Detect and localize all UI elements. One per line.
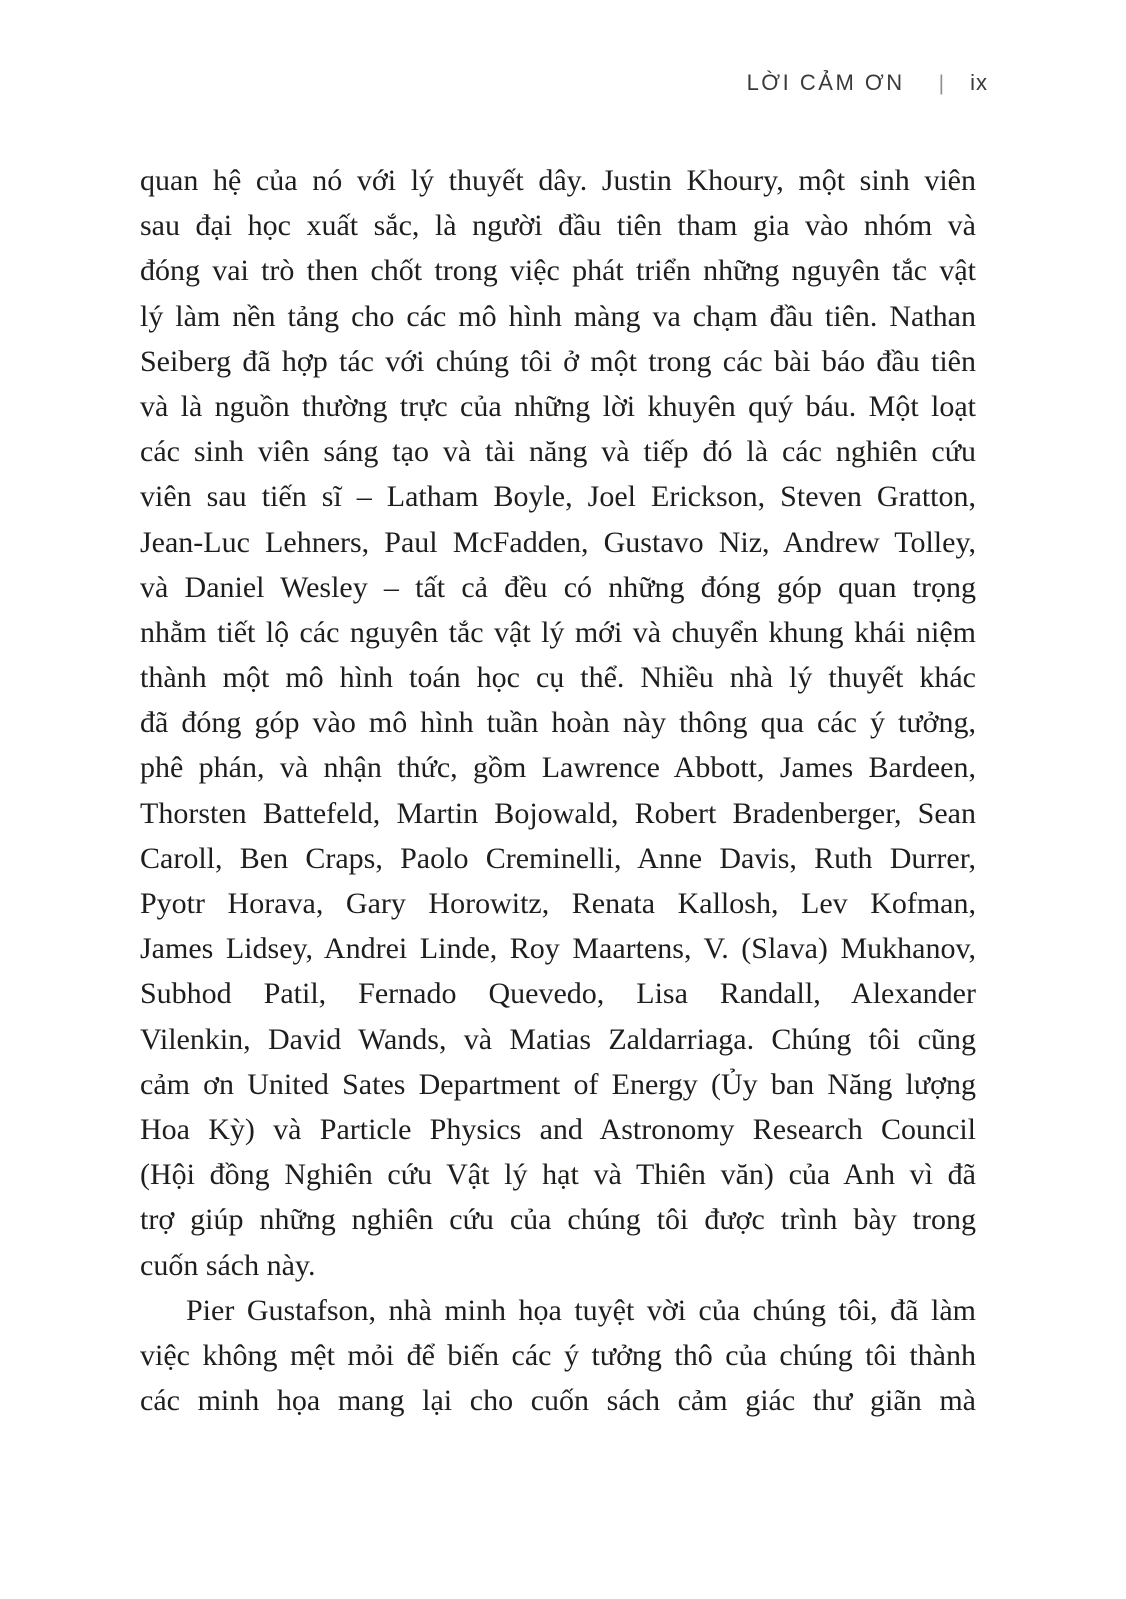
text-line: (Hội đồng Nghiên cứu Vật lý hạt và Thiên văn) của Anh vì đã [140, 1158, 976, 1192]
text-line: sau đại học xuất sắc, là người đầu tiên tham gia vào nhóm và [140, 209, 976, 243]
text-line: và là nguồn thường trực của những lời khuyên quý báu. Một loạt [140, 389, 976, 423]
text-line: Thorsten Battefeld, Martin Bojowald, Robert Bradenberger, Sean [140, 796, 976, 830]
text-line: đã đóng góp vào mô hình tuần hoàn này thông qua các ý tưởng, [140, 706, 976, 740]
header-separator: | [938, 72, 945, 95]
text-line: lý làm nền tảng cho các mô hình màng va chạm đầu tiên. Nathan [140, 299, 976, 333]
text-line: thành một mô hình toán học cụ thể. Nhiều nhà lý thuyết khác [140, 661, 976, 695]
text-line: cuốn sách này. [140, 1248, 316, 1282]
text-line: Jean-Luc Lehners, Paul McFadden, Gustavo Niz, Andrew Tolley, [140, 525, 976, 559]
text-line: và Daniel Wesley – tất cả đều có những đóng góp quan trọng [140, 570, 976, 604]
text-line: quan hệ của nó với lý thuyết dây. Justin Khoury, một sinh viên [140, 164, 976, 197]
text-line: Vilenkin, David Wands, và Matias Zaldarriaga. Chúng tôi cũng [140, 1022, 976, 1056]
text-line: các minh họa mang lại cho cuốn sách cảm giác thư giãn mà [140, 1384, 976, 1418]
text-line: các sinh viên sáng tạo và tài năng và tiếp đó là các nghiên cứu [140, 435, 976, 469]
text-line: cảm ơn United Sates Department of Energy (Ủy ban Năng lượng [140, 1067, 976, 1101]
text-line: Pier Gustafson, nhà minh họa tuyệt vời của chúng tôi, đã làm [186, 1293, 976, 1327]
page-number: ix [970, 70, 988, 95]
text-line: Seiberg đã hợp tác với chúng tôi ở một trong các bài báo đầu tiên [140, 344, 976, 378]
text-line: phê phán, và nhận thức, gồm Lawrence Abbott, James Bardeen, [140, 751, 976, 785]
chapter-title: LỜI CẢM ƠN [746, 70, 905, 95]
text-line: James Lidsey, Andrei Linde, Roy Maartens, V. (Slava) Mukhanov, [140, 932, 976, 966]
text-line: trợ giúp những nghiên cứu của chúng tôi được trình bày trong [140, 1203, 976, 1237]
text-line: việc không mệt mỏi để biến các ý tưởng thô của chúng tôi thành [140, 1338, 976, 1372]
paragraph [140, 158, 976, 1288]
text-line: nhằm tiết lộ các nguyên tắc vật lý mới và chuyển khung khái niệm [140, 615, 976, 649]
text-line: Hoa Kỳ) và Particle Physics and Astronomy Research Council [140, 1112, 976, 1146]
running-header [747, 70, 988, 96]
text-line: Caroll, Ben Craps, Paolo Creminelli, Anne Davis, Ruth Durrer, [140, 841, 976, 875]
text-line: Pyotr Horava, Gary Horowitz, Renata Kallosh, Lev Kofman, [140, 887, 976, 920]
text-line: viên sau tiến sĩ – Latham Boyle, Joel Erickson, Steven Gratton, [140, 480, 976, 514]
body-text [140, 158, 976, 1423]
text-line: đóng vai trò then chốt trong việc phát triển những nguyên tắc vật [140, 254, 976, 288]
text-line: Subhod Patil, Fernado Quevedo, Lisa Randall, Alexander [140, 977, 976, 1011]
paragraph [140, 1288, 976, 1424]
